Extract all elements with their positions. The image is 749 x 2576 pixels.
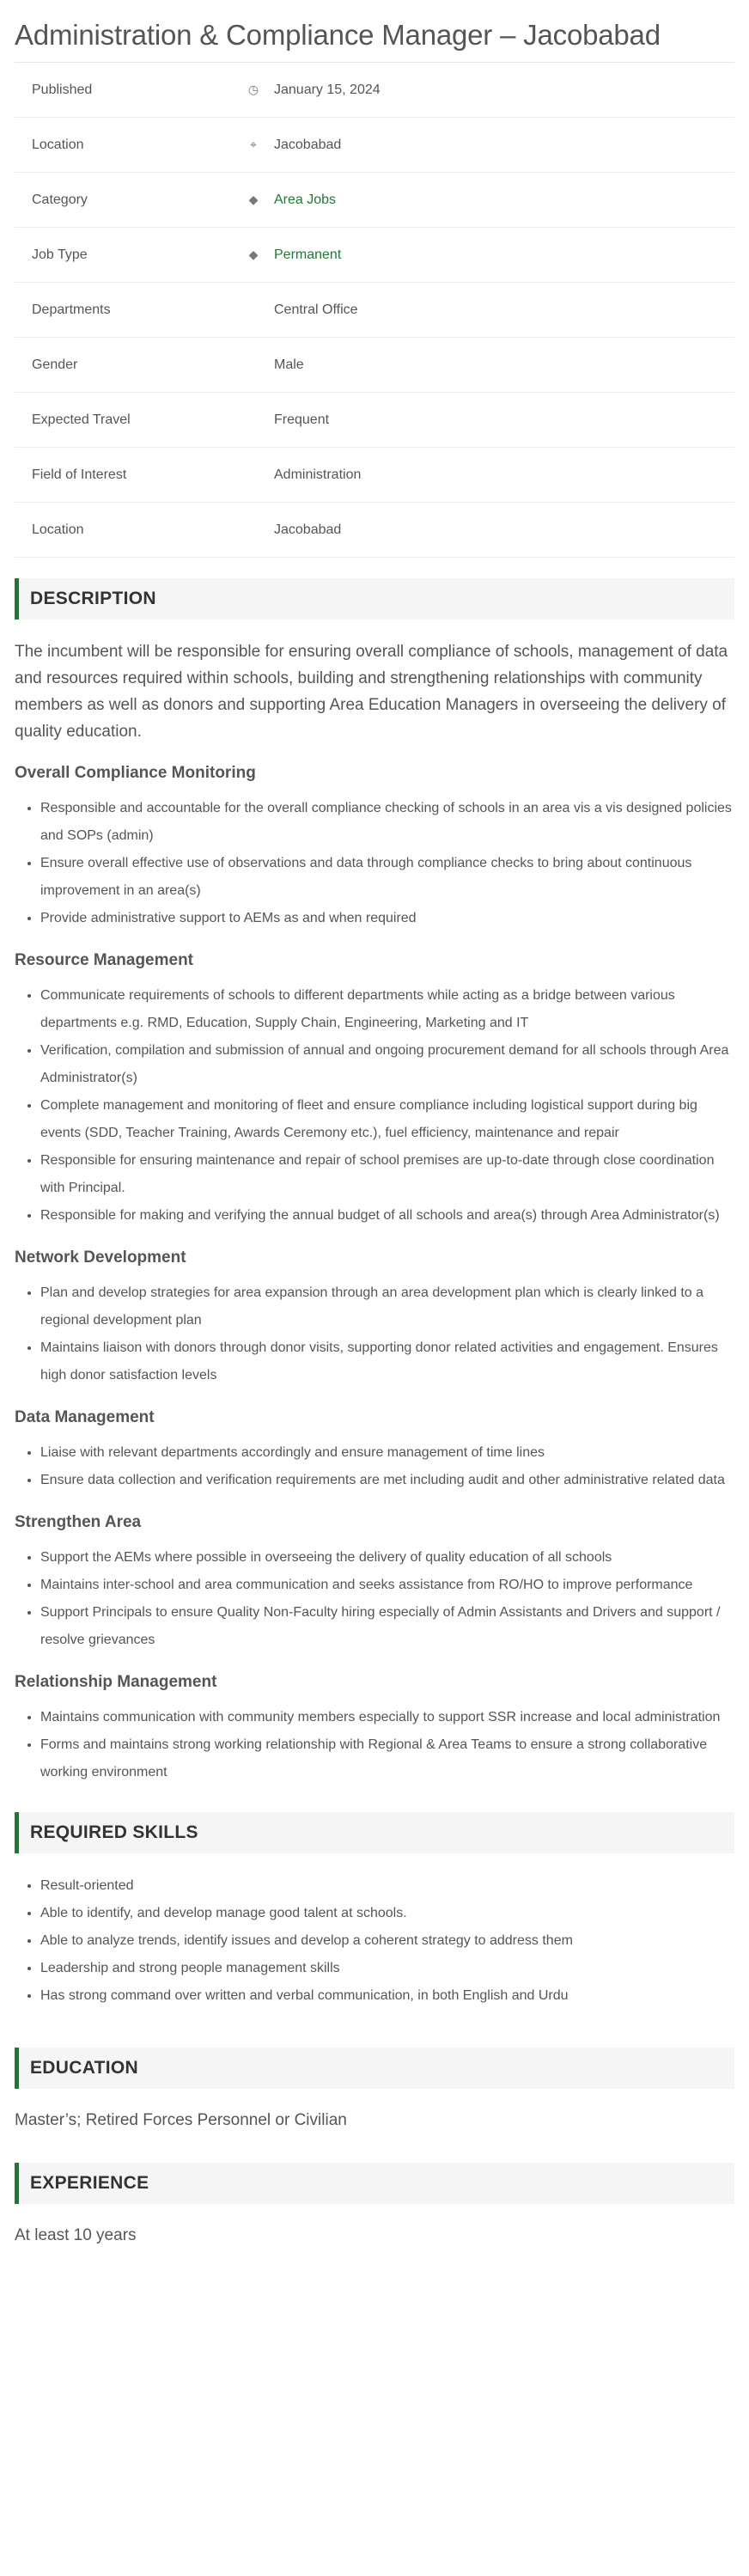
meta-value-link[interactable]: Area Jobs — [274, 192, 337, 207]
subsection-list — [15, 982, 734, 1230]
meta-key: Published — [15, 63, 247, 118]
subsection-title: Relationship Management — [15, 1673, 217, 1691]
description-sections — [15, 764, 734, 1786]
list-item: • Maintains inter-school and area communication and seeks assistance from RO/HO to improve performance — [40, 1572, 734, 1599]
meta-key: Location — [15, 118, 247, 173]
subsection-list — [15, 1704, 734, 1786]
meta-value: Administration — [274, 467, 362, 482]
list-item: • Ensure overall effective use of observations and data through compliance checks to bring about continuous improvement in an area(s) — [40, 850, 734, 905]
list-item: • Responsible and accountable for the overall compliance checking of schools in an area vis a vis designed policies and SOPs (admin) — [40, 795, 734, 850]
education-heading: EDUCATION — [15, 2048, 734, 2089]
list-item: • Complete management and monitoring of fleet and ensure compliance including logistical support during big events (SDD, Teacher Training, Awards Ceremony etc.), fuel efficiency, maintenance and repair — [40, 1092, 734, 1147]
meta-key: Gender — [15, 338, 247, 393]
subsection-title: Strengthen Area — [15, 1513, 142, 1531]
skill-item: • Has strong command over written and verbal communication, in both English and Urdu — [40, 1982, 734, 2010]
meta-key: Job Type — [15, 228, 247, 283]
list-item: • Forms and maintains strong working relationship with Regional & Area Teams to ensure a strong collaborative working environment — [40, 1731, 734, 1786]
meta-row — [15, 503, 734, 558]
experience-heading: EXPERIENCE — [15, 2163, 734, 2204]
list-item: • Maintains communication with community members especially to support SSR increase and local administration — [40, 1704, 734, 1731]
meta-row — [15, 118, 734, 173]
meta-key: Field of Interest — [15, 448, 247, 503]
meta-value: January 15, 2024 — [274, 82, 381, 97]
list-item: • Verification, compilation and submission of annual and ongoing procurement demand for all schools through Area Administrator(s) — [40, 1037, 734, 1092]
education-text: Master’s; Retired Forces Personnel or Civilian — [15, 2111, 347, 2129]
subsection-title: Overall Compliance Monitoring — [15, 764, 256, 782]
meta-row — [15, 338, 734, 393]
skills-list — [15, 1872, 734, 2010]
meta-key: Location — [15, 503, 247, 558]
meta-value: Jacobabad — [274, 137, 342, 152]
experience-text: At least 10 years — [15, 2226, 137, 2244]
subsection-title: Network Development — [15, 1248, 186, 1267]
meta-value: Male — [274, 357, 304, 372]
subsection-list — [15, 795, 734, 932]
skill-item: • Able to identify, and develop manage good talent at schools. — [40, 1900, 734, 1927]
page-title: Administration & Compliance Manager – Jacobabad — [15, 0, 734, 63]
meta-value: Frequent — [274, 412, 330, 427]
meta-value-link[interactable]: Permanent — [274, 247, 342, 262]
skill-item: • Result-oriented — [40, 1872, 734, 1900]
description-intro: The incumbent will be responsible for ensuring overall compliance of schools, management of data and resources required within schools, building and strengthening relationships with community members as well as donors and supporting Area Education Managers in overseeing the delivery of quality education. — [15, 643, 728, 741]
clock-icon: ◷ — [247, 82, 259, 96]
list-item: • Responsible for making and verifying the annual budget of all schools and area(s) through Area Administrator(s) — [40, 1202, 734, 1230]
description-heading: DESCRIPTION — [15, 578, 734, 620]
meta-row — [15, 393, 734, 448]
list-item: • Ensure data collection and verification requirements are met including audit and other administrative related data — [40, 1467, 734, 1494]
meta-key: Category — [15, 173, 247, 228]
list-item: • Responsible for ensuring maintenance and repair of school premises are up-to-date through close coordination with Principal. — [40, 1147, 734, 1202]
job-meta-table — [15, 63, 734, 558]
meta-key: Departments — [15, 283, 247, 338]
subsection-list — [15, 1279, 734, 1389]
meta-value: Central Office — [274, 302, 358, 317]
meta-row — [15, 283, 734, 338]
skill-item: • Leadership and strong people management skills — [40, 1955, 734, 1982]
subsection-list — [15, 1544, 734, 1654]
list-item: • Liaise with relevant departments accordingly and ensure management of time lines — [40, 1439, 734, 1467]
list-item: • Support the AEMs where possible in overseeing the delivery of quality education of all schools — [40, 1544, 734, 1572]
meta-row — [15, 63, 734, 118]
subsection-title: Resource Management — [15, 951, 194, 969]
subsection-list — [15, 1439, 734, 1494]
meta-row — [15, 228, 734, 283]
tags-icon: ◆ — [248, 192, 259, 206]
skills-heading: REQUIRED SKILLS — [15, 1812, 734, 1853]
list-item: • Provide administrative support to AEMs as and when required — [40, 905, 734, 932]
map-pin-icon: ⌖ — [250, 137, 257, 151]
meta-value: Jacobabad — [274, 522, 342, 537]
meta-row — [15, 448, 734, 503]
subsection-title: Data Management — [15, 1408, 155, 1426]
meta-key: Expected Travel — [15, 393, 247, 448]
list-item: • Support Principals to ensure Quality Non-Faculty hiring especially of Admin Assistants and Drivers and support / resolve grievances — [40, 1599, 734, 1654]
list-item: • Plan and develop strategies for area expansion through an area development plan which is clearly linked to a regional development plan — [40, 1279, 734, 1334]
skill-item: • Able to analyze trends, identify issues and develop a coherent strategy to address them — [40, 1927, 734, 1955]
meta-row — [15, 173, 734, 228]
tags-icon: ◆ — [248, 247, 259, 261]
list-item: • Communicate requirements of schools to different departments while acting as a bridge between various departments e.g. RMD, Education, Supply Chain, Engineering, Marketing and IT — [40, 982, 734, 1037]
list-item: • Maintains liaison with donors through donor visits, supporting donor related activities and engagement. Ensures high donor satisfaction levels — [40, 1334, 734, 1389]
